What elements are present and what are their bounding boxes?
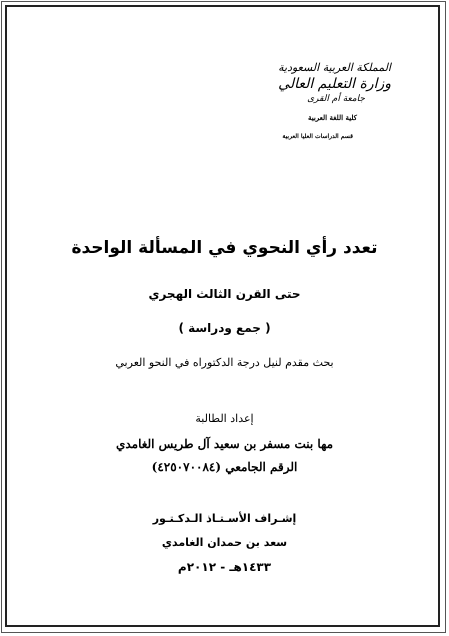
kingdom-label: المملكة العربية السعودية — [278, 61, 391, 74]
supervision-label: إشـراف الأسـتـاذ الـدكـتـور — [152, 512, 297, 525]
study-type-label: ( جمع ودراسة ) — [178, 321, 271, 335]
institution-header — [271, 62, 391, 140]
prepared-by-label: إعداد الطالبة — [195, 412, 254, 425]
university-label: جامعة أم القرى — [307, 94, 365, 104]
ministry-label: وزارة التعليم العالي — [278, 76, 391, 92]
thesis-subtitle: حتى القرن الثالث الهجري — [148, 287, 301, 301]
university-id: الرقم الجامعي (٤٢٥٠٧٠٠٨٤) — [151, 460, 298, 474]
date-line: ١٤٣٣هـ - ٢٠١٢م — [177, 560, 272, 574]
thesis-title: تعدد رأي النحوي في المسألة الواحدة — [71, 238, 378, 258]
student-name: مها بنت مسفر بن سعيد آل طريس الغامدي — [115, 437, 334, 451]
supervisor-name: سعد بن حمدان الغامدي — [161, 536, 288, 549]
department-label: قسم الدراسات العليا العربية — [282, 133, 353, 140]
degree-statement: بحث مقدم لنيل درجة الدكتوراه في النحو العربي — [115, 356, 334, 369]
college-label: كلية اللغة العربية — [307, 113, 357, 122]
